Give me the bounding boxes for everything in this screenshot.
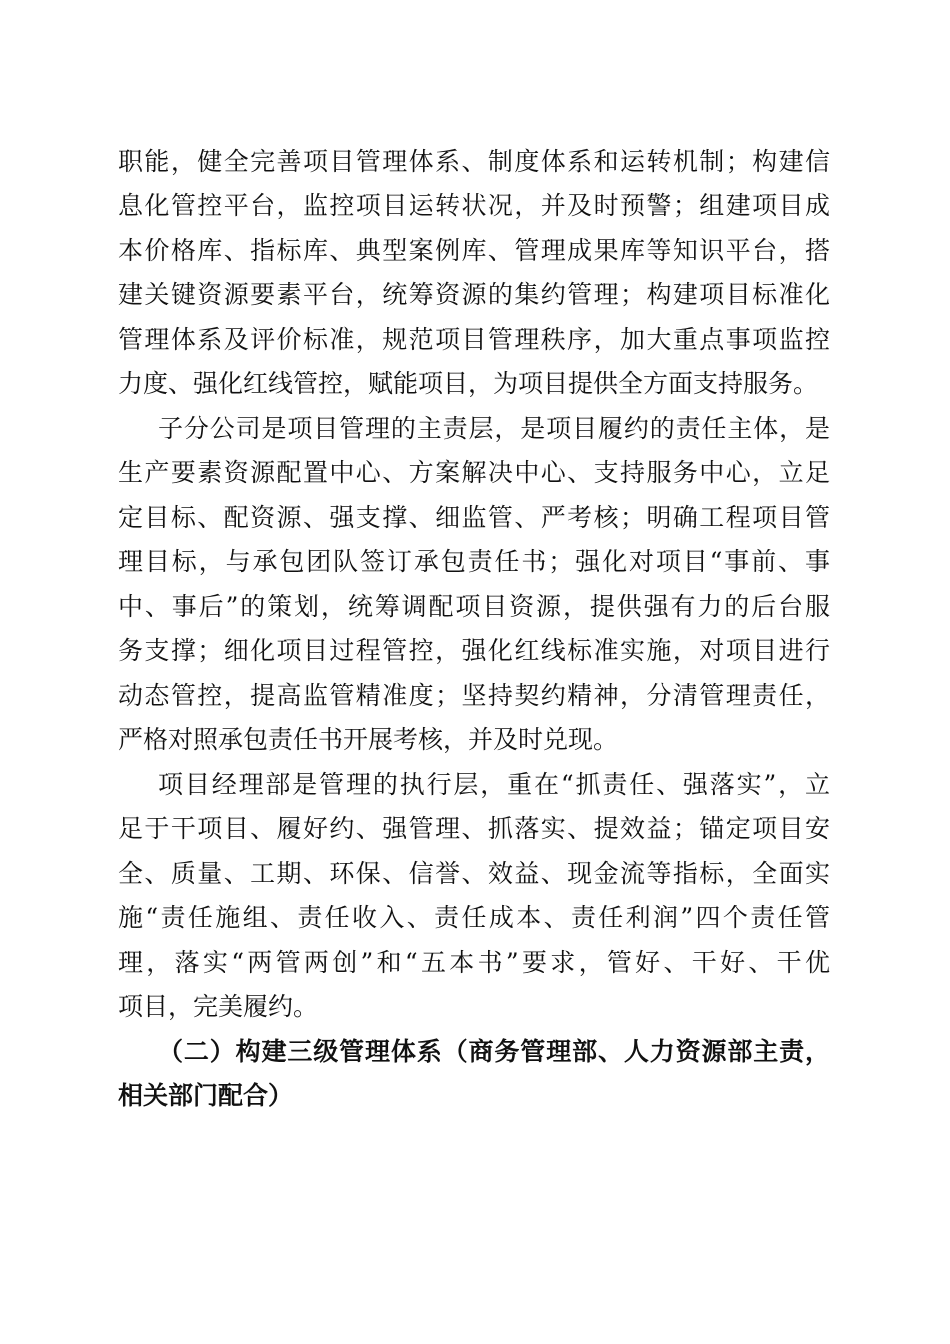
text-line: 管理体系及评价标准，规范项目管理秩序，加大重点事项监控: [118, 325, 830, 354]
section-heading: （二）构建三级管理体系（商务管理部、人力资源部主责，: [158, 1037, 830, 1066]
text-line: 严格对照承包责任书开展考核，并及时兑现。: [118, 725, 619, 754]
text-line: 足于干项目、履好约、强管理、抓落实、提效益；锚定项目安: [118, 814, 830, 843]
text-line: 理，落实“两管两创”和“五本书”要求，管好、干好、干优: [118, 948, 830, 977]
text-line: 项目，完美履约。: [118, 992, 319, 1021]
paragraph-first-line: 子分公司是项目管理的主责层，是项目履约的责任主体，是: [158, 414, 830, 443]
text-line: 生产要素资源配置中心、方案解决中心、支持服务中心，立足: [118, 458, 830, 487]
text-line: 职能，健全完善项目管理体系、制度体系和运转机制；构建信: [118, 147, 830, 176]
text-line: 中、事后”的策划，统筹调配项目资源，提供强有力的后台服: [118, 592, 830, 621]
text-line: 本价格库、指标库、典型案例库、管理成果库等知识平台，搭: [118, 236, 830, 265]
paragraph-first-line: 项目经理部是管理的执行层，重在“抓责任、强落实”，立: [158, 770, 830, 799]
text-line: 动态管控，提高监管精准度；坚持契约精神，分清管理责任，: [118, 681, 830, 710]
text-line: 施“责任施组、责任收入、责任成本、责任利润”四个责任管: [118, 903, 830, 932]
text-line: 定目标、配资源、强支撑、细监管、严考核；明确工程项目管: [118, 503, 830, 532]
text-line: 息化管控平台，监控项目运转状况，并及时预警；组建项目成: [118, 191, 830, 220]
text-line: 理目标，与承包团队签订承包责任书；强化对项目“事前、事: [118, 547, 830, 576]
section-heading-continued: 相关部门配合）: [118, 1081, 294, 1110]
text-line: 建关键资源要素平台，统筹资源的集约管理；构建项目标准化: [118, 280, 830, 309]
text-line: 力度、强化红线管控，赋能项目，为项目提供全方面支持服务。: [118, 369, 819, 398]
text-line: 务支撑；细化项目过程管控，强化红线标准实施，对项目进行: [118, 636, 830, 665]
text-line: 全、质量、工期、环保、信誉、效益、现金流等指标，全面实: [118, 859, 830, 888]
